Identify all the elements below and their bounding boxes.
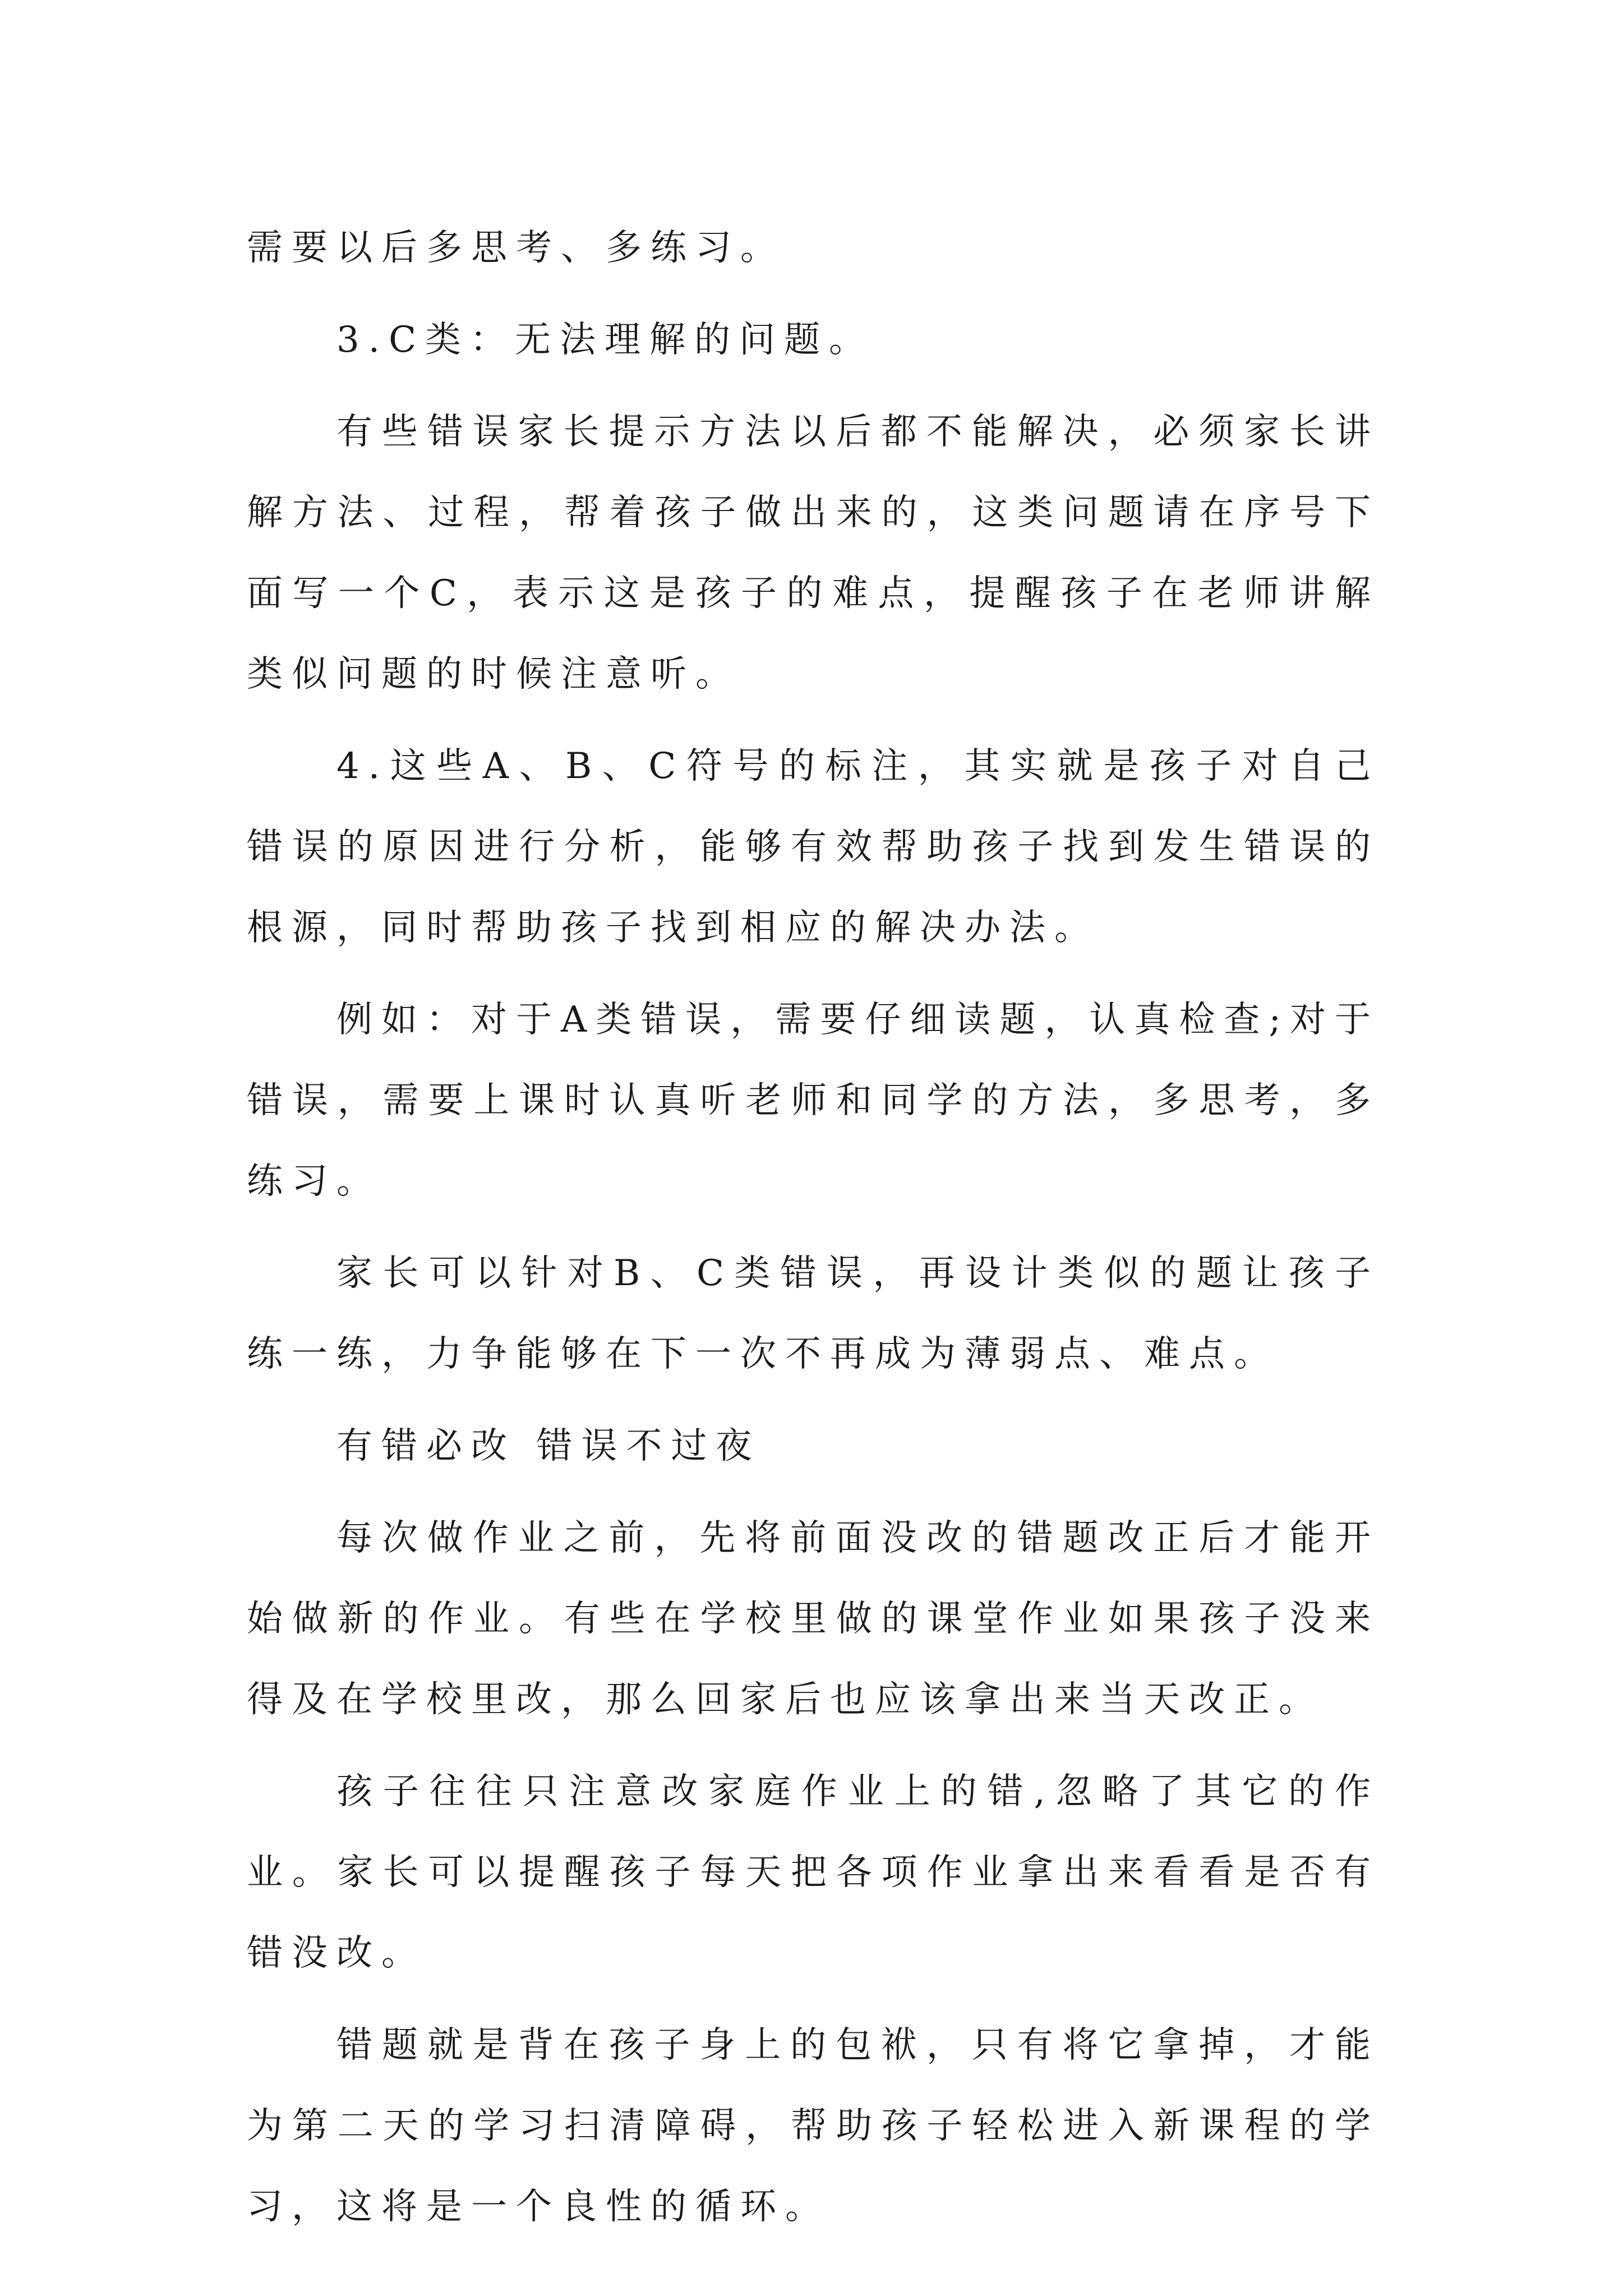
paragraph-continuation: 需要以后多思考、多练习。 xyxy=(247,227,785,269)
paragraph-c-category-explanation: 有些错误家长提示方法以后都不能解决，必须家长讲解方法、过程，帮着孩子做出来的，这类问题请在序号下面写一个C，表示这是孩子的难点，提醒孩子在老师讲解类似问题的时候注意听。 xyxy=(247,411,1380,695)
paragraph-before-homework: 每次做作业之前，先将前面没改的错题改正后才能开始做新的作业。有些在学校里做的课堂作业如果孩子没来得及在学校里改，那么回家后也应该拿出来当天改正。 xyxy=(247,1517,1380,1720)
paragraph-heading-c-category: 3.C类：无法理解的问题。 xyxy=(336,319,874,361)
paragraph-conclusion: 错题就是背在孩子身上的包袱，只有将它拿掉，才能为第二天的学习扫清障碍，帮助孩子轻松进入新课程的学习，这将是一个良性的循环。 xyxy=(247,2024,1380,2228)
paragraph-all-homework: 孩子往往只注意改家庭作业上的错,忽略了其它的作业。家长可以提醒孩子每天把各项作业拿出来看看是否有错没改。 xyxy=(247,1771,1380,1974)
section-heading-fix-errors: 有错必改 错误不过夜 xyxy=(336,1425,761,1467)
paragraph-example: 例如：对于A类错误，需要仔细读题，认真检查;对于错误，需要上课时认真听老师和同学的方法，多思考，多练习。 xyxy=(247,999,1380,1202)
paragraph-parent-practice: 家长可以针对B、C类错误，再设计类似的题让孩子练一练，力争能够在下一次不再成为薄弱点、难点。 xyxy=(247,1253,1380,1375)
paragraph-abc-marking-analysis: 4.这些A、B、C符号的标注，其实就是孩子对自己错误的原因进行分析，能够有效帮助孩子找到发生错误的根源，同时帮助孩子找到相应的解决办法。 xyxy=(247,746,1380,949)
document-body xyxy=(247,208,1380,2247)
